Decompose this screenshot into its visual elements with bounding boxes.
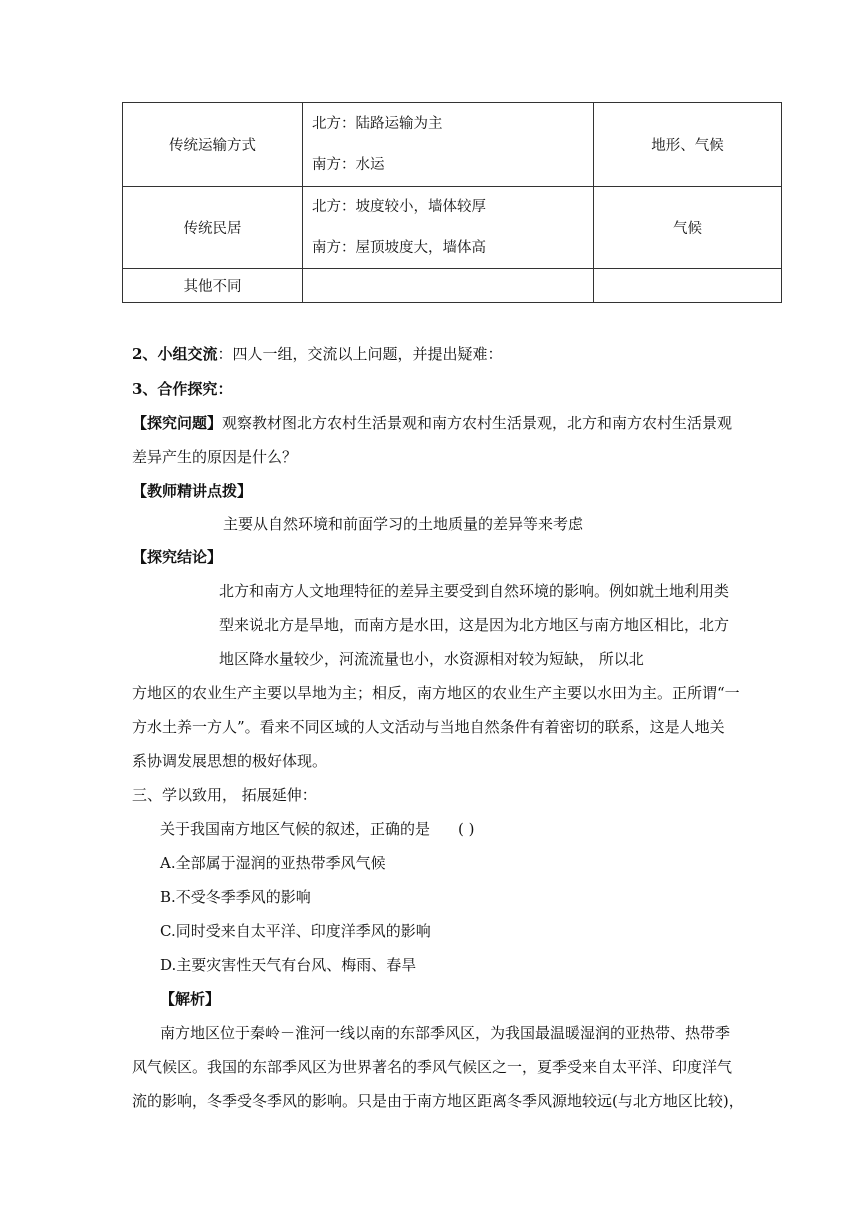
section-3-title: 3、合作探究： — [132, 380, 233, 398]
north-text: 北方：陆路运输为主 — [312, 116, 443, 132]
table-cell-topic: 其他不同 — [123, 269, 303, 303]
table-cell-topic: 传统运输方式 — [123, 103, 303, 187]
option-d: D.主要灾害性天气有台风、梅雨、春旱 — [160, 956, 417, 974]
table-cell-detail — [303, 103, 594, 187]
answer-bracket: ( ) — [458, 820, 475, 838]
option-c: C.同时受来自太平洋、印度洋季风的影响 — [160, 922, 431, 940]
section-2-text: ：四人一组，交流以上问题，并提出疑难： — [217, 345, 503, 363]
comparison-table — [122, 102, 782, 303]
analysis-line: 流的影响，冬季受冬季风的影响。只是由于南方地区距离冬季风源地较远(与北方地区比较)， — [132, 1092, 744, 1110]
inquiry-line-2: 差异产生的原因是什么？ — [132, 448, 298, 466]
analysis-line: 风气候区。我国的东部季风区为世界著名的季风气候区之一，夏季受来自太平洋、印度洋气 — [132, 1058, 733, 1076]
option-b: B.不受冬季季风的影响 — [160, 888, 311, 906]
section-three-title: 三、学以致用， 拓展延伸： — [132, 786, 317, 804]
table-row — [123, 187, 782, 269]
north-text: 北方：坡度较小，墙体较厚 — [312, 199, 486, 215]
table-row — [123, 103, 782, 187]
section-2-title: 小组交流 — [157, 345, 218, 363]
conclusion-line: 方地区的农业生产主要以旱地为主；相反，南方地区的农业生产主要以水田为主。正所谓“一 — [132, 684, 740, 702]
section-2-num: 2、 — [132, 345, 158, 363]
table-cell-reason: 气候 — [594, 187, 782, 269]
conclusion-tag: 【探究结论】 — [132, 548, 223, 566]
analysis-line: 南方地区位于秦岭－淮河一线以南的东部季风区，为我国最温暖湿润的亚热带、热带季 — [160, 1024, 731, 1042]
table-cell-detail — [303, 187, 594, 269]
table-cell-reason — [594, 269, 782, 303]
inquiry-tag: 【探究问题】 — [132, 414, 223, 432]
guide-text: 主要从自然环境和前面学习的土地质量的差异等来考虑 — [223, 515, 584, 533]
south-text: 南方：屋顶坡度大，墙体高 — [312, 240, 486, 256]
conclusion-line: 地区降水量较少，河流流量也小，水资源相对较为短缺， 所以北 — [219, 650, 644, 668]
inquiry-line-1 — [132, 412, 732, 433]
conclusion-line: 方水土养一方人”。看来不同区域的人文活动与当地自然条件有着密切的联系，这是人地关 — [132, 718, 725, 736]
guide-tag: 【教师精讲点拨】 — [132, 482, 253, 500]
table-cell-detail — [303, 269, 594, 303]
inquiry-text: 观察教材图北方农村生活景观和南方农村生活景观，北方和南方农村生活景观 — [222, 414, 733, 432]
table-row — [123, 269, 782, 303]
conclusion-line: 系协调发展思想的极好体现。 — [132, 752, 328, 770]
section-2 — [132, 343, 502, 364]
question-text: 关于我国南方地区气候的叙述，正确的是 — [160, 820, 431, 838]
question-stem — [160, 818, 475, 839]
table-cell-reason: 地形、气候 — [594, 103, 782, 187]
table-cell-topic: 传统民居 — [123, 187, 303, 269]
conclusion-line: 北方和南方人文地理特征的差异主要受到自然环境的影响。例如就土地利用类 — [219, 582, 730, 600]
option-a: A.全部属于湿润的亚热带季风气候 — [160, 854, 386, 872]
conclusion-line: 型来说北方是旱地，而南方是水田，这是因为北方地区与南方地区相比，北方 — [219, 616, 730, 634]
analysis-tag: 【解析】 — [160, 990, 221, 1008]
south-text: 南方：水运 — [312, 157, 385, 173]
